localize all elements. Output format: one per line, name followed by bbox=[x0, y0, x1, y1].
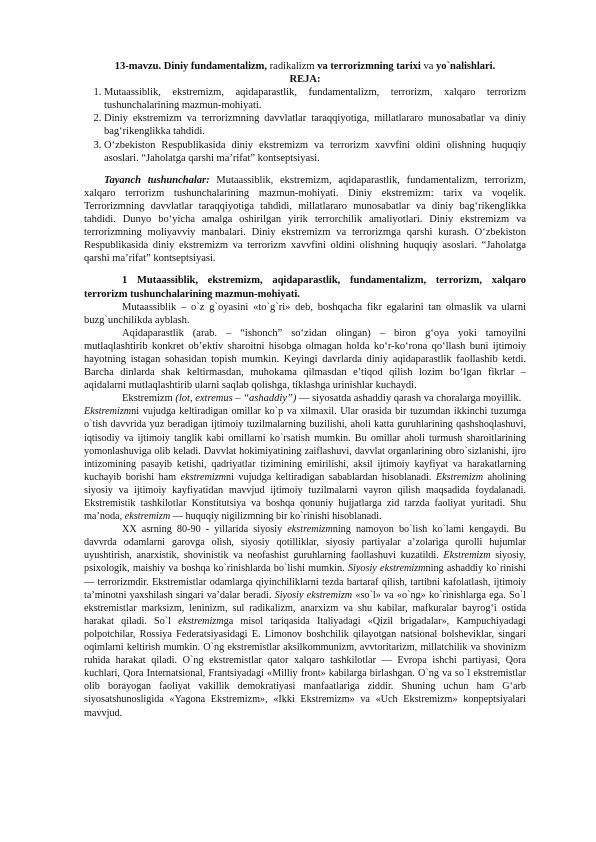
title-part-1: 13-mavzu. Diniy fundamentalizm, bbox=[114, 61, 268, 72]
paragraph-ekstremizm-definition bbox=[84, 392, 526, 405]
paragraph-mutaassiblik: Mutaassiblik – o`z g`oyasini «to`g`ri» deb, boshqacha fikr egalarini tan olmaslik va ularni buzg`unchilikda ayblash. bbox=[84, 301, 526, 326]
term: ekstremizm bbox=[180, 471, 227, 483]
key-concepts-label: Tayanch tushunchalar: bbox=[104, 174, 210, 186]
text-run: siyosiy, psixologik, maishiy va boshqa ko`rinishlarda bo`lishi mumkin. bbox=[84, 550, 526, 575]
text-run: XX asrning 80-90 - yillarida siyosiy bbox=[122, 524, 288, 536]
text-run: ning ashaddiy ko`rinishi — terrorizmdir. Ekstremistlar odamlarga qiyinchiliklarni tezda bartaraf qilish, tartibni kafolatlash, ijtimoiy ta’minotni yaxshilash singari va’dalar beradi. bbox=[84, 563, 526, 601]
paragraph-xx-century bbox=[84, 523, 526, 719]
text-run: Ekstremizm bbox=[122, 393, 176, 405]
text-run: ni vujudga keltiradigan omillar ko`p va xilmaxil. Ular orasida bir tuzumdan ikkinchi tuzumga o`tish davvrida yuz beradigan ijtimoiy tuzilmalarning buzilishi, aholi katta guruhlarining qashshoqlashuvi, iqtisodiy va ijtimoiy tanglik kabi omillarni ko`rsatish mumkin. Bu omillar aholi turmush sharoitlarining yomonlashuviga olib keladi. Davvlat hokimiyatining zaiflashuvi, davvlat organlarining obro`sizlanishi, ijro intizomining pasayib ketishi, qadriyatlar tizimining emirilishi, aksil ijtimoiy kayfiyat va harakatlarning kuchayib borishi ham bbox=[84, 406, 526, 483]
title-part-5: yo`nalishlari. bbox=[435, 61, 496, 72]
plan-item: 3. O‘zbekiston Respublikasida diniy ekstremizm va terrorizm xavvfini oldini olishning huquqiy asoslari. “Jaholatga qarshi ma’rifat” kontseptsiyasi. bbox=[104, 139, 526, 165]
paragraph-ekstremizm-causes bbox=[84, 405, 526, 523]
plan-heading: REJA: bbox=[289, 74, 321, 86]
term: Ekstremizm bbox=[443, 550, 491, 562]
text-run: — siyosatda ashaddiy qarash va choralarga moyillik. bbox=[296, 393, 522, 405]
text-run: ni vujudga keltiradigan sabablardan hisoblanadi. bbox=[226, 471, 436, 483]
term: ekstremizm bbox=[287, 524, 333, 536]
text-run: — huquqiy nigilizmning bir ko`rinishi hisoblanadi. bbox=[170, 511, 382, 523]
title-part-4: va bbox=[420, 61, 436, 72]
etymology: (lot, extremus – “ashaddiy”) bbox=[175, 393, 297, 405]
key-concepts-paragraph bbox=[84, 174, 526, 266]
title-part-3: va terrorizmning tarixi bbox=[317, 61, 421, 72]
text-run: aholining siyosiy va ijtimoiy kayfiyatidan mavvjud ijtimoiy tuzilmalarni vayron qilish maqsadida foydalanadi. Ekstremistik tashkilotlar Konstitutsiya va boshqa qonuniy hujjatlarga zid tarzda faoliyat yuritadi. Shu ma’noda, bbox=[84, 471, 527, 523]
text-run: «so`l» va «o`ng» ko`rinishlarga ega. So`l ekstremistlar marksizm, leninizm, sul radikalizm, anarxizm va shu kabilar, mafkuralar bayrog‘i ostida harakat qiladi. So`l bbox=[84, 589, 527, 627]
term: ekstremizm bbox=[124, 511, 171, 523]
term: ekstremizm bbox=[178, 615, 224, 627]
term: Ekstremizm bbox=[435, 471, 484, 483]
document-page bbox=[84, 60, 526, 720]
term: Siyosiy ekstremizm bbox=[347, 563, 426, 575]
plan-item: 2. Diniy ekstremizm va terrorizmning davvlatlar taraqqiyotiga, millatlararo munosabatlar va diniy bag‘rikenglikka tahdidi. bbox=[104, 112, 526, 138]
term: Siyosiy ekstremizm bbox=[274, 589, 353, 601]
plan-list bbox=[84, 86, 526, 165]
section-heading: 1 Mutaassiblik, ekstremizm, aqidaparastlik, fundamentalizm, terrorizm, xalqaro terrorizm tushunchalarining mazmun-mohiyati. bbox=[84, 275, 526, 300]
plan-item: 1. Mutaassiblik, ekstremizm, aqidaparastlik, fundamentalizm, terrorizm, xalqaro terrorizm tushunchalarining mazmun-mohiyati. bbox=[104, 86, 526, 112]
text-run: ning namoyon bo`lish ko`lami kengaydi. Bu davvrda odamlarni garovga olish, siyosiy qotilliklar, siyosiy partiyalar a’zolariga qurolli hujumlar uyushtirish, anarxistik, shovinistik va neofashist guruhlarning faollashuvi kuzatildi. bbox=[84, 524, 527, 562]
term: Ekstremizm bbox=[84, 406, 132, 418]
text-run: ga misol tariqasida Italiyadagi «Qizil brigadalar», Kampuchiyadagi polpotchilar, Rossiya Federatsiyasidagi E. Limonov boshchilik qilayotgan natsional bolsheviklar, singari oqimlarni keltirish mumkin. O`ng ekstremistlar aksilkommunizm, avvtoritarizm, millatchilik va shovinizm ruhida harakat qiladi. O`ng ekstremistlar qator xalqaro tashkilotlar — Evropa ishchi partiyasi, Qora kuchlari, Qora Internatsional, Frantsiyadagi «Milliy front» kabilarga birlashgan. O`ng va so`l ekstremistlar olib borayogan faoliyat vakillik demokratiyasi manfaatlariga ziddir. Shuning uchun ham G‘arb siyosatshunosligida «Yagona Ekstremizm», «Ikki Ekstremizm» va «Uch Ekstremizm» konpeptsiyalari mavvjud. bbox=[84, 615, 526, 719]
paragraph-aqidaparastlik: Aqidaparastlik (arab. – “ishonch” so‘zidan olingan) – biron g‘oya yoki tamoyilni mutlaqlashtirib konkret ob’ektiv sharoitni hisobga olmagan holda ko‘r-ko‘rona qo‘llash buni ijtimoiy hayotning istagan sohasidan topish mumkin. Keyingi davrlarda diniy aqidaparastlik faollashib ketdi. Barcha dinlarda shak keltirmasdan, muhokama qilmasdan e’tiqod qilish lozim bo‘lgan fikrlar – aqidalarni mutlaqlashtirib ularni saqlab qolishga, tiklashga urinishlar kuchaydi. bbox=[84, 327, 526, 392]
title-part-2: radikalizm bbox=[267, 61, 318, 72]
key-concepts-text: Mutaassiblik, ekstremizm, aqidaparastlik, fundamentalizm, terrorizm, xalqaro terrorizm tushunchalarining mazmun-mohiyati. Diniy ekstremizm: tarix va voqelik. Terrorizmning davvlatlar taraqqiyotiga tahdidi, millatlararo munosabatlar va diniy bag‘rikenglikka tahdidi. Dunyo bo‘yicha amalga oshirilgan yirik terrorchilik amaliyotlari. Diniy ekstremizm va terrorizmning moliyavviy manbalari. Diniy ekstremizm va terrorizmga qarshi kurash. O‘zbekiston Respublikasida diniy ekstremizm va terrorizm xavvfini oldini olishning huquqiy asoslari. “Jaholatga qarshi ma’rifat” kontseptsiyasi. bbox=[84, 174, 526, 265]
page-title bbox=[84, 60, 526, 73]
